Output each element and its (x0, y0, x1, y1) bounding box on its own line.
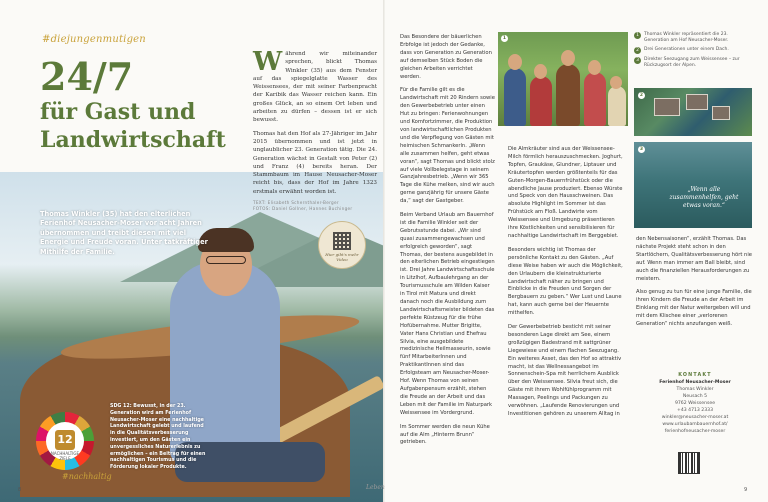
caption-number: 2 (634, 47, 641, 54)
sdg-label: NACHHALTIGE ZIELE (50, 451, 80, 461)
family-head-shape (534, 64, 547, 79)
qr-code-icon (333, 232, 351, 250)
hashtag-prefix: #die (42, 34, 67, 45)
sauna-photo (634, 142, 752, 228)
paragraph: Die Almkräuter sind aus der Weissensee-Milch förmlich herauszuschmecken. Joghurt, Topfen, Graukäse, Glundner, Liptauer und Kräutertopfen werden größtenteils für das Guten-Morgen-Bauernfrühstück oder die abendliche Jause produziert. Ebenso Würste und Speck von den Hausschweinen. Das absolute Highlight im Sommer ist das Frühstück am Floß. Landwirte vom Weissensee und Umgebung präsentieren ihre Köstlichkeiten und sensibilisieren für nachhaltige Landwirtschaft im Berggebiet. (508, 146, 623, 239)
family-head-shape (610, 76, 622, 89)
sdg-inner (46, 422, 84, 460)
caption-text: Drei Generationen unter einem Dach. (644, 47, 729, 52)
page-number-left: 8 (18, 487, 22, 493)
family-member-shape (504, 68, 526, 126)
page-number-right: 9 (744, 487, 748, 493)
contact-qr-code-icon[interactable] (678, 452, 700, 474)
section-hashtag (42, 34, 146, 45)
text-column-1 (400, 34, 495, 453)
family-member-shape (556, 64, 580, 126)
hashtag-word: jungenmutigen (66, 34, 146, 45)
intro-text: ährend wir miteinander sprechen, blickt Thomas Winkler (35) aus dem Fenster auf das spiegelglatte Wasser des Weissensees, der mit seiner Farbenpracht der Karibik das Wasser reichen kann. Ein großes Glück, an so einem Ort leben und arbeiten zu dürfen – dessen ist er sich bewusst. (253, 51, 377, 124)
contact-street: Neusach 5 (682, 394, 708, 399)
footer-logo: Leben (366, 484, 385, 491)
family-member-shape (530, 76, 552, 126)
caption-item (634, 32, 754, 44)
photo-captions (634, 32, 754, 72)
contact-title: KONTAKT (678, 373, 712, 378)
family-member-shape (608, 86, 626, 126)
gutter-divider (383, 0, 385, 502)
contact-phone[interactable]: +43 4713 2333 (677, 408, 713, 413)
photo-number-badge: 3 (639, 147, 644, 152)
paragraph: Für die Familie gilt es die Landwirtschaft mit 20 Rindern sowie den Gewerbebetrieb unter einen Hut zu bringen: Ferienwohnungen und Komfortzimmer, die Produktion von landwirtschaftlichen Produkten und die Verpflegung von Gästen mit heimischen Schmankerln. „Wenn alle zusammen helfen, geht etwas voran“, sagt Thomas und blickt stolz auf viele Vollbelegstage in seinem Ganzjahresbetrieb. „Wenn wir 365 Tage die Kühe melken, sind wir auch gerne ganzjährig für unsere Gäste da,“ sagt der Gastgeber. (400, 87, 495, 205)
house-shape (712, 106, 730, 120)
video-qr-badge[interactable] (318, 221, 366, 269)
qr-badge-text: Hier gibt's mehr Video (325, 252, 359, 262)
lead-text: Thomas Winkler (35) hat den elterlichen Ferienhof Neusacher-Moser vor acht Jahren übernommen und treibt diesen mit viel Energie und Freude voran. Unter tatkräftiger Mithilfe der Familie. (40, 210, 208, 256)
credits (253, 200, 377, 212)
family-photo (498, 32, 628, 126)
caption-item (634, 47, 754, 54)
family-head-shape (588, 60, 601, 75)
credit-photos: FOTOS: Daniel Gollner, Hannes Buchinger (253, 206, 353, 211)
intro-paragraph (253, 47, 377, 125)
paragraph: Das Besondere der bäuerlichen Erbfolge ist jedoch der Gedanke, dass von Generation zu Generation auf demselben Stück Boden die gleichen Arbeiten verrichtet werden. (400, 34, 492, 80)
lake-aerial-photo (634, 88, 752, 136)
headline-line-1: für Gast und (40, 99, 196, 125)
sdg-12-icon: 12 (55, 430, 75, 450)
sdg-caption: SDG 12: Bewusst, in der 23. Generation wird am Ferienhof Neusacher-Moser eine nachhaltige Landwirtschaft gelebt und laufend in die Qualitätsverbesserung investiert, um den Gästen ein unvergessliches Naturerlebnis zu ermöglichen – ein Beitrag für einen nachhaltigen Tourismus und die Förderung lokaler Produkte. (110, 404, 206, 471)
photo-number-badge: 1 (502, 36, 507, 41)
caption-text: Direkter Seezugang zum Weissensee – zur Rückzugsort der Alpen. (644, 57, 740, 68)
paragraph: Also genug zu tun für eine junge Familie, die ihren Kindern die Freude an der Arbeit im Einklang mit der Natur weitergeben will und mit dem Klischee einer „verlorenen Generation“ nichts anzufangen weiß. (636, 289, 752, 328)
contact-company: Ferienhof Neusacher-Moser (659, 380, 731, 385)
intro-paragraph-2: Thomas hat den Hof als 27-Jähriger im Jahr 2015 übernommen und ist jetzt in unglaublicher 23. Generation tätig. Die 24. Generation wächst in Gestalt von Peter (2) und Franz (4) bereits heran. Der Stammbaum im Hause Neusacher-Moser reicht bis, dass der Hof im Jahre 1323 erstmals erwähnt worden ist. (253, 130, 377, 195)
pull-quote: „Wenn alle zusammenhelfen, geht etwas voran.“ (669, 186, 739, 209)
paragraph: Besonders wichtig ist Thomas der persönliche Kontakt zu den Gästen. „Auf diese Weise haben wir auch die Möglichkeit, den Urlaubern die kleinstrukturierte Landwirtschaft näher zu bringen und Einblicke in die Freuden und Sorgen der Bergbauern zu geben.“ Wer Lust und Laune hat, kann auch gerne bei der Heuernte mithelfen. (508, 246, 623, 317)
caption-text: Thomas Winkler repräsentiert die 23. Generation am Hof Neusacher-Moser. (644, 32, 729, 43)
caption-number: 1 (634, 32, 641, 39)
intro-column (253, 47, 377, 201)
contact-web-line-1[interactable]: www.urlaubambauernhof.at/ (662, 422, 728, 427)
nachhaltig-tag: #nachhaltig (62, 472, 112, 481)
house-shape (686, 94, 708, 110)
contact-city: 9762 Weissensee (674, 401, 716, 406)
paragraph: Beim Verband Urlaub am Bauernhof ist die Familie Winkler seit der Gebrutsstunde dabei. „Wir sind quasi zusammengewachsen und erfolgreich geworden“, sagt Thomas, der bestens ausgebildet in den elterlichen Betrieb eingestiegen ist. Drei Jahre Landwirtschaftsschule in Litzlhof, Aufbaulehrgang an der Tourismusschule am Wilden Kaiser in Tirol mit Matura und direkt danach noch die Ausbildung zum Landwirtschaftsmeister bildeten das perfekte Rüstzeug für die frühe Hofübernahme. Mutter Brigitte, Vater Hans Christian und Ehefrau Silvia, eine ausgebildete medizinische Heilmasseurin, sowie fünf MitarbeiterInnen und PraktikantInnen sind das Erfolgsteam am Neusacher-Moser-Hof. Wenn Thomas von seinen Aufgabenpensum erzählt, stehen die Freude an der Arbeit und das Leben mit der Familie im Naturpark Weissensee im Vordergrund. (400, 212, 495, 416)
dropcap: W (253, 47, 283, 77)
headline-big: 24/7 (40, 54, 134, 99)
paragraph: Im Sommer werden die neun Kühe auf die Alm „Hinterm Brunn“ getrieben. (400, 423, 490, 446)
photo-number-badge: 2 (639, 93, 644, 98)
family-head-shape (508, 54, 522, 70)
text-column-2 (508, 146, 626, 425)
paragraph: den Nebensaisonen“, erzählt Thomas. Das nächste Projekt steht schon in den Startlöchern, Qualitätsverbesserung hört nie auf. Wenn man immer am Ball bleibt, sind auch die finanziellen Herausforderungen zu meistern. (636, 236, 752, 282)
family-member-shape (584, 72, 606, 126)
glasses-shape (206, 256, 246, 264)
sdg-wheel-icon (36, 412, 94, 470)
headline-line-2: Landwirtschaft (40, 127, 226, 153)
text-column-3 (636, 236, 752, 335)
contact-person: Thomas Winkler (676, 387, 714, 392)
contact-email[interactable]: winkler@neusacher-moser.at (661, 415, 729, 420)
contact-box (650, 372, 740, 435)
contact-web-line-2[interactable]: ferienhofneusacher-moser (664, 429, 726, 434)
house-shape (654, 98, 680, 116)
caption-item (634, 57, 754, 69)
family-head-shape (561, 50, 575, 66)
paragraph: Der Gewerbebetrieb besticht mit seiner besonderen Lage direkt am See, einem großzügigen Badestrand mit sattgrüner Liegewiese und einem flachen Seezugang. Ein weiteres Asset, das den Hof so attraktiv macht, ist das Wellnessangebot im Sonnenschein-Spa mit herrlichem Ausblick über den Weissensee. Silvia freut sich, die Gäste mit ihrem Wohlfühlprogramm mit Massagen, Peelings und Packungen zu verwöhnen. „Laufende Renovierungen und Investitionen gehören zu unserem Alltag in (508, 324, 622, 417)
credit-text: TEXT: Elisabeth Schernthaler-Berger (253, 200, 339, 205)
caption-number: 3 (634, 57, 641, 64)
